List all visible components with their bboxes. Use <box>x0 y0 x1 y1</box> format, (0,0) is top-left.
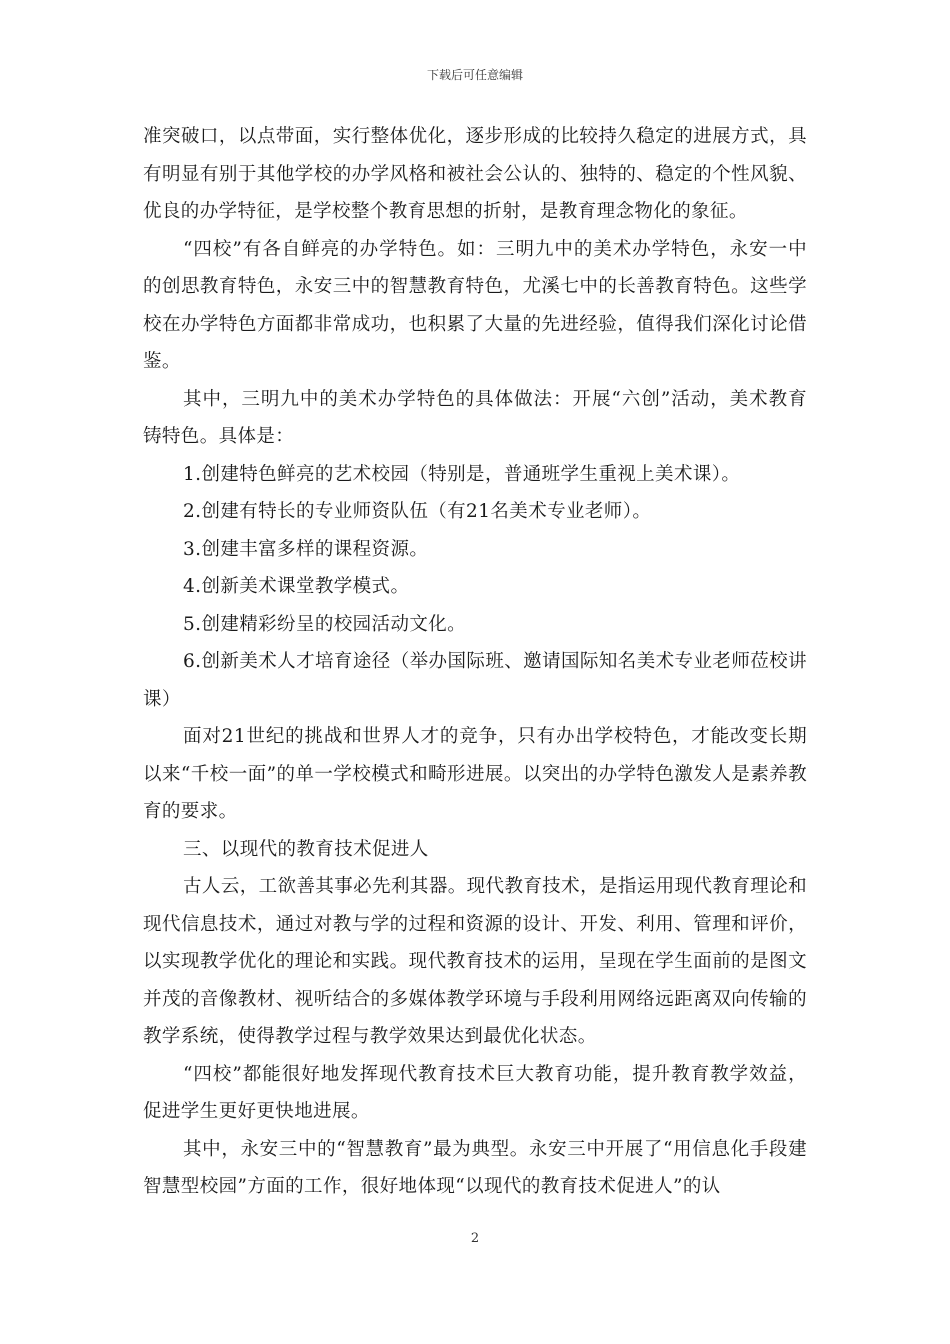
paragraph-11: 三、以现代的教育技术促进人 <box>183 838 429 860</box>
paragraph-4: 1.创建特色鲜亮的艺术校园（特别是，普通班学生重视上美术课）。 <box>183 463 741 485</box>
paragraph-8: 5.创建精彩纷呈的校园活动文化。 <box>183 613 467 635</box>
paragraph-6: 3.创建丰富多样的课程资源。 <box>183 538 429 560</box>
paragraph-7: 4.创新美术课堂教学模式。 <box>183 576 410 597</box>
paragraph-12: 古人云，工欲善其事必先利其器。现代教育技术，是指运用现代教育理论和现代信息技术，通过对教与学的过程和资源的设计、开发、利用、管理和评价，以实现教学优化的理论和实践。现代教育技术的运用，呈现在学生面前的是图文并茂的音像教材、视听结合的多媒体教学环境与手段利用网络远距离双向传输的教学系统，使得教学过程与教学效果达到最优化状态。 <box>143 876 807 1047</box>
paragraph-5: 2.创建有特长的专业师资队伍（有21名美术专业老师）。 <box>183 501 652 522</box>
paragraph-9: 6.创新美术人才培育途径（举办国际班、邀请国际知名美术专业老师莅校讲课） <box>143 651 807 710</box>
paragraph-2: “四校”有各自鲜亮的办学特色。如：三明九中的美术办学特色，永安一中的创思教育特色，永安三中的智慧教育特色，尤溪七中的长善教育特色。这些学校在办学特色方面都非常成功，也积累了大量的先进经验，值得我们深化讨论借鉴。 <box>143 238 807 372</box>
page-header: 下载后可任意编辑 <box>426 68 523 82</box>
document-body <box>143 118 807 1206</box>
paragraph-13: “四校”都能很好地发挥现代教育技术巨大教育功能，提升教育教学效益，促进学生更好更快地进展。 <box>143 1063 807 1122</box>
paragraph-14: 其中，永安三中的“智慧教育”最为典型。永安三中开展了“用信息化手段建智慧型校园”方面的工作，很好地体现“以现代的教育技术促进人”的认 <box>143 1138 807 1197</box>
paragraph-10: 面对21世纪的挑战和世界人才的竞争，只有办出学校特色，才能改变长期以来“千校一面”的单一学校模式和畸形进展。以突出的办学特色激发人是素养教育的要求。 <box>143 726 807 822</box>
paragraph-3: 其中，三明九中的美术办学特色的具体做法：开展“六创”活动，美术教育铸特色。具体是： <box>143 388 807 447</box>
paragraph-1: 准突破口，以点带面，实行整体优化，逐步形成的比较持久稳定的进展方式，具有明显有别于其他学校的办学风格和被社会公认的、独特的、稳定的个性风貌、优良的办学特征，是学校整个教育思想的折射，是教育理念物化的象征。 <box>143 126 807 222</box>
page-number: 2 <box>470 1231 480 1246</box>
